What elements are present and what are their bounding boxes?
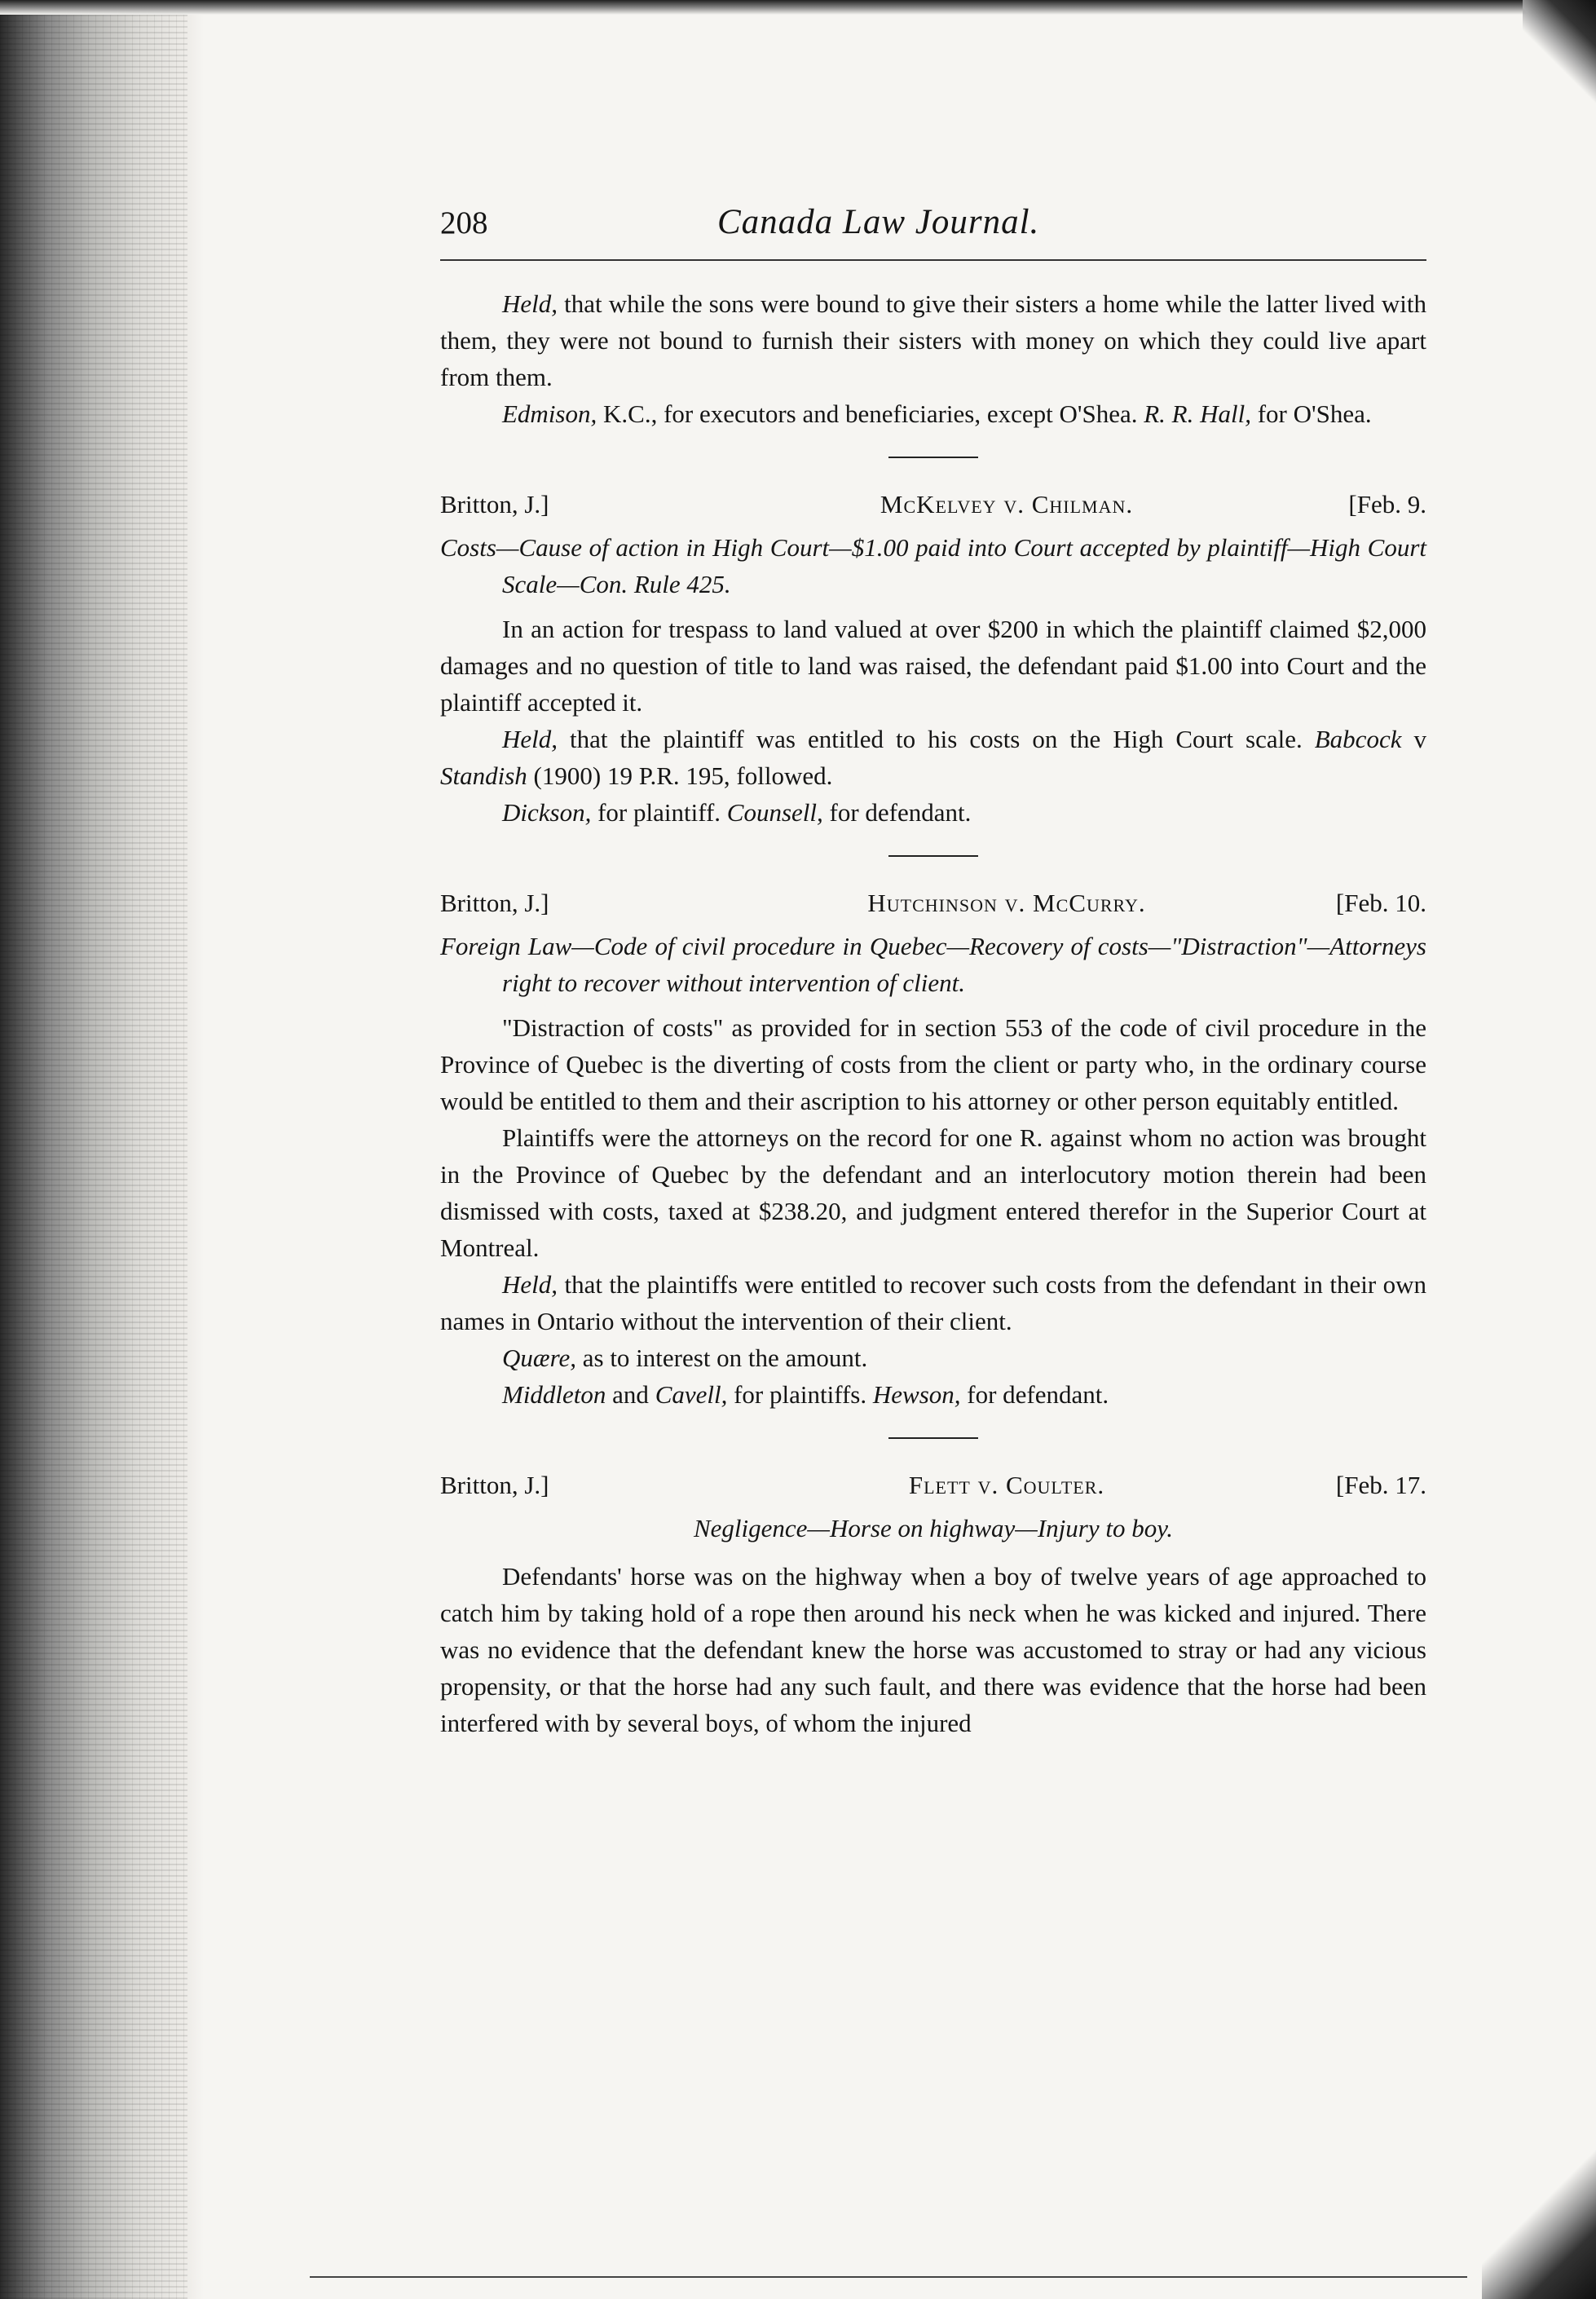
case-paragraph: Plaintiffs were the attorneys on the record for one R. against whom no action was brought in the Province of Quebec by the defendant and an interlocutory motion therein had been dismissed with costs, taxed at $238.20, and judgment entered therefor in the Superior Court at Montreal. bbox=[440, 1123, 1426, 1262]
page-corner-bottom-right bbox=[1482, 2111, 1596, 2299]
counsel-name: Edmison, bbox=[502, 399, 597, 428]
counsel-name: Middleton bbox=[502, 1380, 606, 1409]
case-heading bbox=[440, 486, 1426, 523]
case-title: Flett v. Coulter. bbox=[908, 1471, 1105, 1499]
case-title: Hutchinson v. McCurry. bbox=[867, 889, 1146, 917]
header-rule bbox=[440, 259, 1426, 261]
counsel-name: Hewson, bbox=[872, 1380, 961, 1409]
case-date: [Feb. 10. bbox=[1335, 889, 1426, 917]
citation-reference: (1900) 19 P.R. 195, followed. bbox=[533, 761, 833, 790]
section-divider bbox=[888, 1437, 978, 1439]
page-content bbox=[440, 204, 1426, 1741]
case-counsel-paragraph bbox=[440, 794, 1426, 831]
case-facts: Defendants' horse was on the highway when a boy of twelve years of age approached to catch him by taking hold of a rope then around his neck when he was kicked and injured. There was no evidence that the defendant knew the horse was accustomed to stray or had any vicious propensity, or that the horse had any such fault, and there was evidence that the horse had been interfered with by several boys, of whom the injured bbox=[440, 1562, 1426, 1737]
case-catchwords: Negligence—Horse on highway—Injury to boy. bbox=[693, 1514, 1174, 1542]
counsel-name: Counsell, bbox=[726, 798, 823, 827]
case-judge: Britton, J.] bbox=[440, 1471, 549, 1499]
section-divider bbox=[888, 855, 978, 857]
case-title: McKelvey v. Chilman. bbox=[880, 490, 1134, 518]
case-judge: Britton, J.] bbox=[440, 889, 549, 917]
case-heading bbox=[440, 885, 1426, 921]
case-catchwords: Costs—Cause of action in High Court—$1.00 paid into Court accepted by plaintiff—High Court Scale—Con. Rule 425. bbox=[440, 533, 1426, 598]
counsel-text: for defendant. bbox=[829, 798, 972, 827]
case-report bbox=[440, 1467, 1426, 1741]
page-bottom-edge bbox=[310, 2276, 1467, 2278]
counsel-text: for plaintiffs. bbox=[734, 1380, 867, 1409]
opening-counsel-paragraph bbox=[440, 395, 1426, 432]
counsel-name: Cavell, bbox=[655, 1380, 728, 1409]
counsel-name: Dickson, bbox=[502, 798, 592, 827]
section-divider bbox=[888, 457, 978, 458]
quaere-text: as to interest on the amount. bbox=[582, 1344, 868, 1372]
case-facts: In an action for trespass to land valued at over $200 in which the plaintiff claimed $2,000 damages and no question of title to land was raised, the defendant paid $1.00 into Court and the plaintiff accepted it. bbox=[440, 615, 1426, 717]
counsel-text: for O'Shea. bbox=[1257, 399, 1372, 428]
case-report bbox=[440, 885, 1426, 1413]
held-text: that the plaintiffs were entitled to recover such costs from the defendant in their own names in Ontario without the intervention of their client. bbox=[440, 1270, 1426, 1335]
case-report bbox=[440, 486, 1426, 831]
case-quaere-paragraph bbox=[440, 1339, 1426, 1376]
binding-speckle bbox=[0, 0, 187, 2299]
case-paragraph: "Distraction of costs" as provided for in section 553 of the code of civil procedure in the Province of Quebec is the diverting of costs from the client or party who, in the ordinary course would be entitled to them and their ascription to his attorney or other person equitably entitled. bbox=[440, 1013, 1426, 1115]
case-catchwords: Foreign Law—Code of civil procedure in Quebec—Recovery of costs—"Distraction"—Attorneys right to recover without intervention of client. bbox=[440, 932, 1426, 997]
case-judge: Britton, J.] bbox=[440, 490, 549, 518]
case-heading bbox=[440, 1467, 1426, 1503]
case-date: [Feb. 9. bbox=[1348, 490, 1426, 518]
case-counsel-paragraph bbox=[440, 1376, 1426, 1413]
held-text: that while the sons were bound to give their sisters a home while the latter lived with them, they were not bound to furnish their sisters with money on which they could live apart from them. bbox=[440, 289, 1426, 391]
page-number: 208 bbox=[440, 205, 488, 240]
counsel-text: for defendant. bbox=[967, 1380, 1109, 1409]
case-date: [Feb. 17. bbox=[1335, 1471, 1426, 1499]
held-label: Held, bbox=[502, 725, 558, 753]
held-label: Held, bbox=[502, 289, 558, 318]
counsel-name: R. R. Hall, bbox=[1144, 399, 1251, 428]
counsel-text: for plaintiff. bbox=[597, 798, 721, 827]
held-label: Held, bbox=[502, 1270, 558, 1299]
citation-party: Standish bbox=[440, 761, 527, 790]
opening-held-paragraph bbox=[440, 285, 1426, 395]
quaere-label: Quære, bbox=[502, 1344, 576, 1372]
page-corner-top-right bbox=[1523, 0, 1596, 139]
held-text: that the plaintiff was entitled to his costs on the High Court scale. bbox=[570, 725, 1303, 753]
running-head bbox=[440, 204, 1426, 253]
case-held-paragraph bbox=[440, 1266, 1426, 1339]
counsel-text: K.C., for executors and beneficiaries, except O'Shea. bbox=[603, 399, 1138, 428]
citation-party: Babcock bbox=[1314, 725, 1402, 753]
counsel-text: and bbox=[612, 1380, 649, 1409]
page-top-edge bbox=[0, 0, 1596, 15]
journal-title: Canada Law Journal. bbox=[717, 203, 1040, 241]
case-held-paragraph bbox=[440, 721, 1426, 794]
citation-versus: v bbox=[1413, 725, 1426, 753]
